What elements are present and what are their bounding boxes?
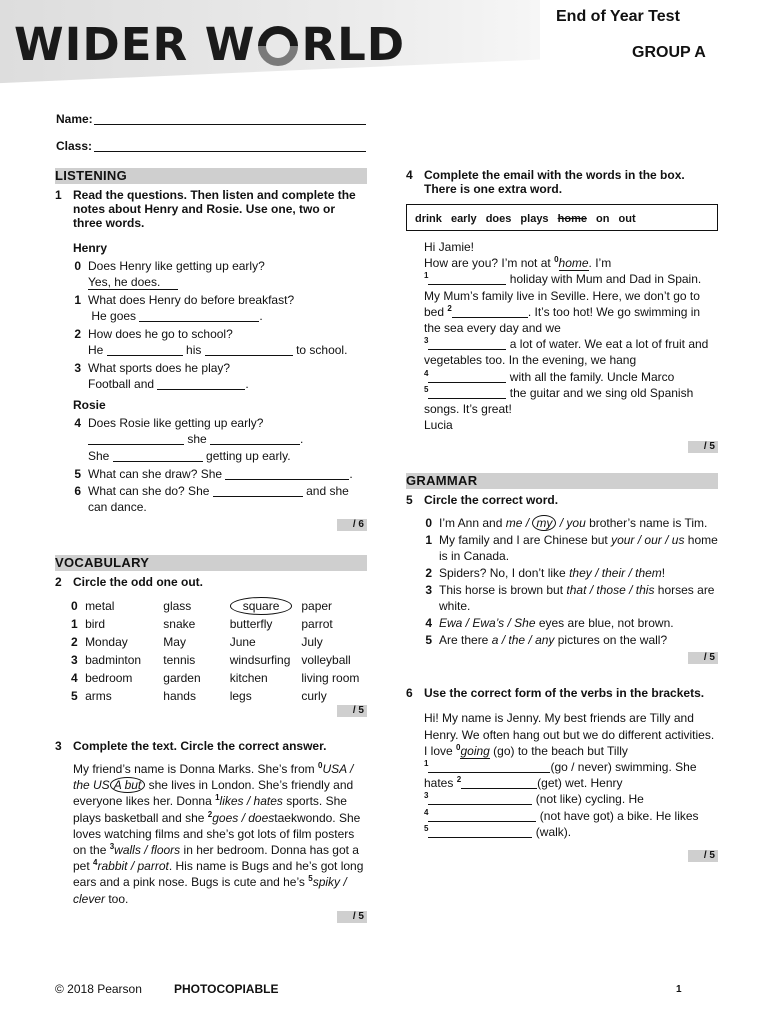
odd-word[interactable]: May [163, 635, 186, 649]
answer-blank[interactable] [225, 467, 349, 480]
answer-1: He goes . [91, 309, 263, 323]
odd-word[interactable]: tennis [163, 653, 196, 667]
row-number: 5 [71, 689, 78, 703]
odd-row [71, 633, 383, 651]
odd-word[interactable]: paper [301, 599, 333, 613]
odd-row [71, 615, 383, 633]
odd-word[interactable]: parrot [301, 617, 333, 631]
odd-word[interactable]: hands [163, 689, 196, 703]
odd-word[interactable]: windsurfing [229, 653, 291, 667]
task-5: 5 Circle the correct word. [406, 493, 559, 508]
answer-2: He his to school. [88, 343, 348, 357]
odd-word[interactable]: Monday [85, 635, 128, 649]
answer-blank[interactable] [157, 377, 245, 390]
page-number: 1 [676, 984, 682, 995]
answer-blank[interactable] [428, 825, 532, 838]
question-0: 0 Does Henry like getting up early? [74, 259, 265, 273]
donna-text: My friend’s name is Donna Marks. She’s from $^0$USA / the US A but she lives in London. She’s friendly and everyone likes her. Donna $^1$likes / hates sports. She plays basketball and she $^2$goes / doestaekwondo. She loves watching films and she’s got lots of film posters on the $^3$walls / floors in her bedroom. Donna has got a pet $^4$rabbit / parrot. His name is Bugs and he’s got long ears and a pink nose. Bugs is cute and he’s $^5$spiky / clever too. [73, 761, 364, 906]
task-3: 3 Complete the text. Circle the correct answer. [55, 739, 327, 753]
row-number: 2 [71, 635, 78, 649]
group-label: GROUP A [632, 44, 706, 61]
odd-word[interactable]: volleyball [301, 653, 351, 667]
odd-word[interactable]: July [301, 635, 323, 649]
grammar-score: / 5 [406, 652, 718, 664]
odd-word[interactable]: bird [85, 617, 106, 631]
question-2: 2 How does he go to school? [74, 327, 233, 341]
answer-blank[interactable] [428, 760, 550, 773]
odd-word[interactable]: legs [229, 689, 252, 703]
sentence-4: 4 Ewa / Ewa’s / She eyes are blue, not brown. [425, 616, 674, 631]
word-box: drink early does plays home on out [406, 204, 718, 231]
jenny-text: Hi! My name is Jenny. My best friends are Tilly and Henry. We often hang out but we do different activities. I love $^0$going (go) to the beach but Tilly $^1$ (go / never) swimming. She hates $^2$ (get) wet. Henry $^3$ (not like) cycling. He $^4$ (not have got) a bike. He likes $^5$ (walk). [424, 711, 715, 839]
answer-blank[interactable] [452, 305, 528, 318]
odd-row [71, 687, 383, 705]
task3-score: / 5 [55, 911, 367, 923]
vocabulary-heading: VOCABULARY [55, 555, 367, 571]
question-6: 6 What can she do? She and she can dance. [74, 484, 349, 514]
logo-right-text: RLD [301, 18, 406, 71]
task-instruction: Read the questions. Then listen and complete the notes about Henry and Rosie. Use one, two or three words. [73, 188, 356, 230]
row-number: 3 [71, 653, 78, 667]
answer-blank[interactable] [428, 337, 506, 350]
task-2: 2 Circle the odd one out. [55, 575, 204, 589]
sentence-1: 1 My family and I are Chinese but your / our / us home is in Canada. [425, 533, 718, 564]
left-column [55, 168, 367, 923]
logo-left-text: WIDER W [14, 18, 256, 71]
answer-blank[interactable] [205, 343, 293, 356]
question-1: 1 What does Henry do before breakfast? [74, 293, 295, 307]
vocabulary-score: / 5 [55, 705, 367, 717]
task-4: 4 Complete the email with the words in the box. There is one extra word. [406, 168, 685, 196]
answer-blank[interactable] [139, 309, 259, 322]
name-line[interactable] [94, 124, 366, 125]
right-column [406, 168, 718, 862]
answer-blank[interactable] [210, 432, 300, 445]
answer-blank[interactable] [428, 370, 506, 383]
odd-word[interactable]: garden [163, 671, 201, 685]
odd-word[interactable]: living room [301, 671, 360, 685]
sentence-5: 5 Are there a / the / any pictures on the wall? [425, 633, 668, 648]
odd-row [71, 651, 383, 669]
grammar-heading: GRAMMAR [406, 473, 718, 489]
name-field[interactable] [56, 112, 93, 126]
answer-3: Football and . [88, 377, 249, 391]
sentence-3: 3 This horse is brown but that / those / this horses are white. [425, 583, 715, 614]
name-label: Name: [56, 112, 93, 126]
answer-0: Yes, he does. [88, 274, 367, 291]
answer-4: she . [88, 431, 367, 448]
odd-word[interactable]: badminton [85, 653, 142, 667]
task4-score: / 5 [406, 441, 718, 453]
logo-o-icon [256, 26, 300, 62]
question-5: 5 What can she draw? She . [74, 467, 353, 481]
answer-4b: She getting up early. [88, 449, 291, 463]
listening-heading: LISTENING [55, 168, 367, 184]
odd-word[interactable]: snake [163, 617, 196, 631]
answer-blank[interactable] [428, 272, 506, 285]
odd-word[interactable]: square [230, 597, 293, 615]
rosie-heading: Rosie [73, 398, 106, 412]
answer-blank[interactable] [428, 809, 536, 822]
grammar-sentences [406, 515, 718, 648]
odd-row [71, 669, 383, 687]
odd-word[interactable]: butterfly [229, 617, 273, 631]
task-1 [55, 188, 367, 230]
answer-blank[interactable] [113, 449, 203, 462]
task6-score: / 5 [406, 850, 718, 862]
odd-word[interactable]: June [229, 635, 256, 649]
odd-word[interactable]: metal [85, 599, 115, 613]
wider-world-logo [14, 20, 405, 70]
test-title: End of Year Test [556, 8, 680, 25]
row-number: 1 [71, 617, 78, 631]
odd-word[interactable]: glass [163, 599, 192, 613]
sentence-0: 0 I’m Ann and me / my / you brother’s name is Tim. [425, 516, 708, 531]
answer-blank[interactable] [461, 776, 537, 789]
email-text: Hi Jamie! How are you? I’m not at $^0$home. I’m $^1$ holiday with Mum and Dad in Spain. My Mum’s family live in Seville. Here, we don’t go to bed $^2$ . It’s too hot! We go swimming in the sea every day and we $^3$ a lot of water. We eat a lot of fruit and vegetables too. In the evening, we hang $^4$ with all the family. Uncle Marco $^5$ the guitar and we sing old Spanish songs. It’s great! Lucia [424, 240, 709, 433]
task-6: 6 Use the correct form of the verbs in the brackets. [406, 686, 705, 701]
question-3: 3 What sports does he play? [74, 361, 231, 375]
odd-one-out-table [71, 597, 383, 705]
answer-blank[interactable] [107, 343, 183, 356]
class-label: Class: [56, 139, 93, 153]
odd-row [71, 597, 383, 615]
henry-heading: Henry [73, 241, 108, 255]
odd-word[interactable]: kitchen [229, 671, 268, 685]
odd-word[interactable]: arms [85, 689, 112, 703]
task-number: 1 [55, 188, 62, 202]
sentence-2: 2 Spiders? No, I don’t like they / their / them! [425, 566, 666, 581]
row-number: 0 [71, 599, 78, 613]
listening-score: / 6 [55, 519, 367, 531]
row-number: 4 [71, 671, 78, 685]
class-field[interactable] [56, 139, 92, 153]
photocopiable-label: PHOTOCOPIABLE [174, 982, 279, 996]
question-4: 4 Does Rosie like getting up early? [74, 416, 264, 430]
odd-word[interactable]: curly [301, 689, 327, 703]
answer-blank[interactable] [88, 432, 184, 445]
answer-blank[interactable] [428, 792, 532, 805]
odd-word[interactable]: bedroom [85, 671, 133, 685]
class-line[interactable] [94, 151, 366, 152]
answer-blank[interactable] [428, 386, 506, 399]
copyright: © 2018 Pearson [55, 982, 142, 996]
answer-blank[interactable] [213, 484, 303, 497]
